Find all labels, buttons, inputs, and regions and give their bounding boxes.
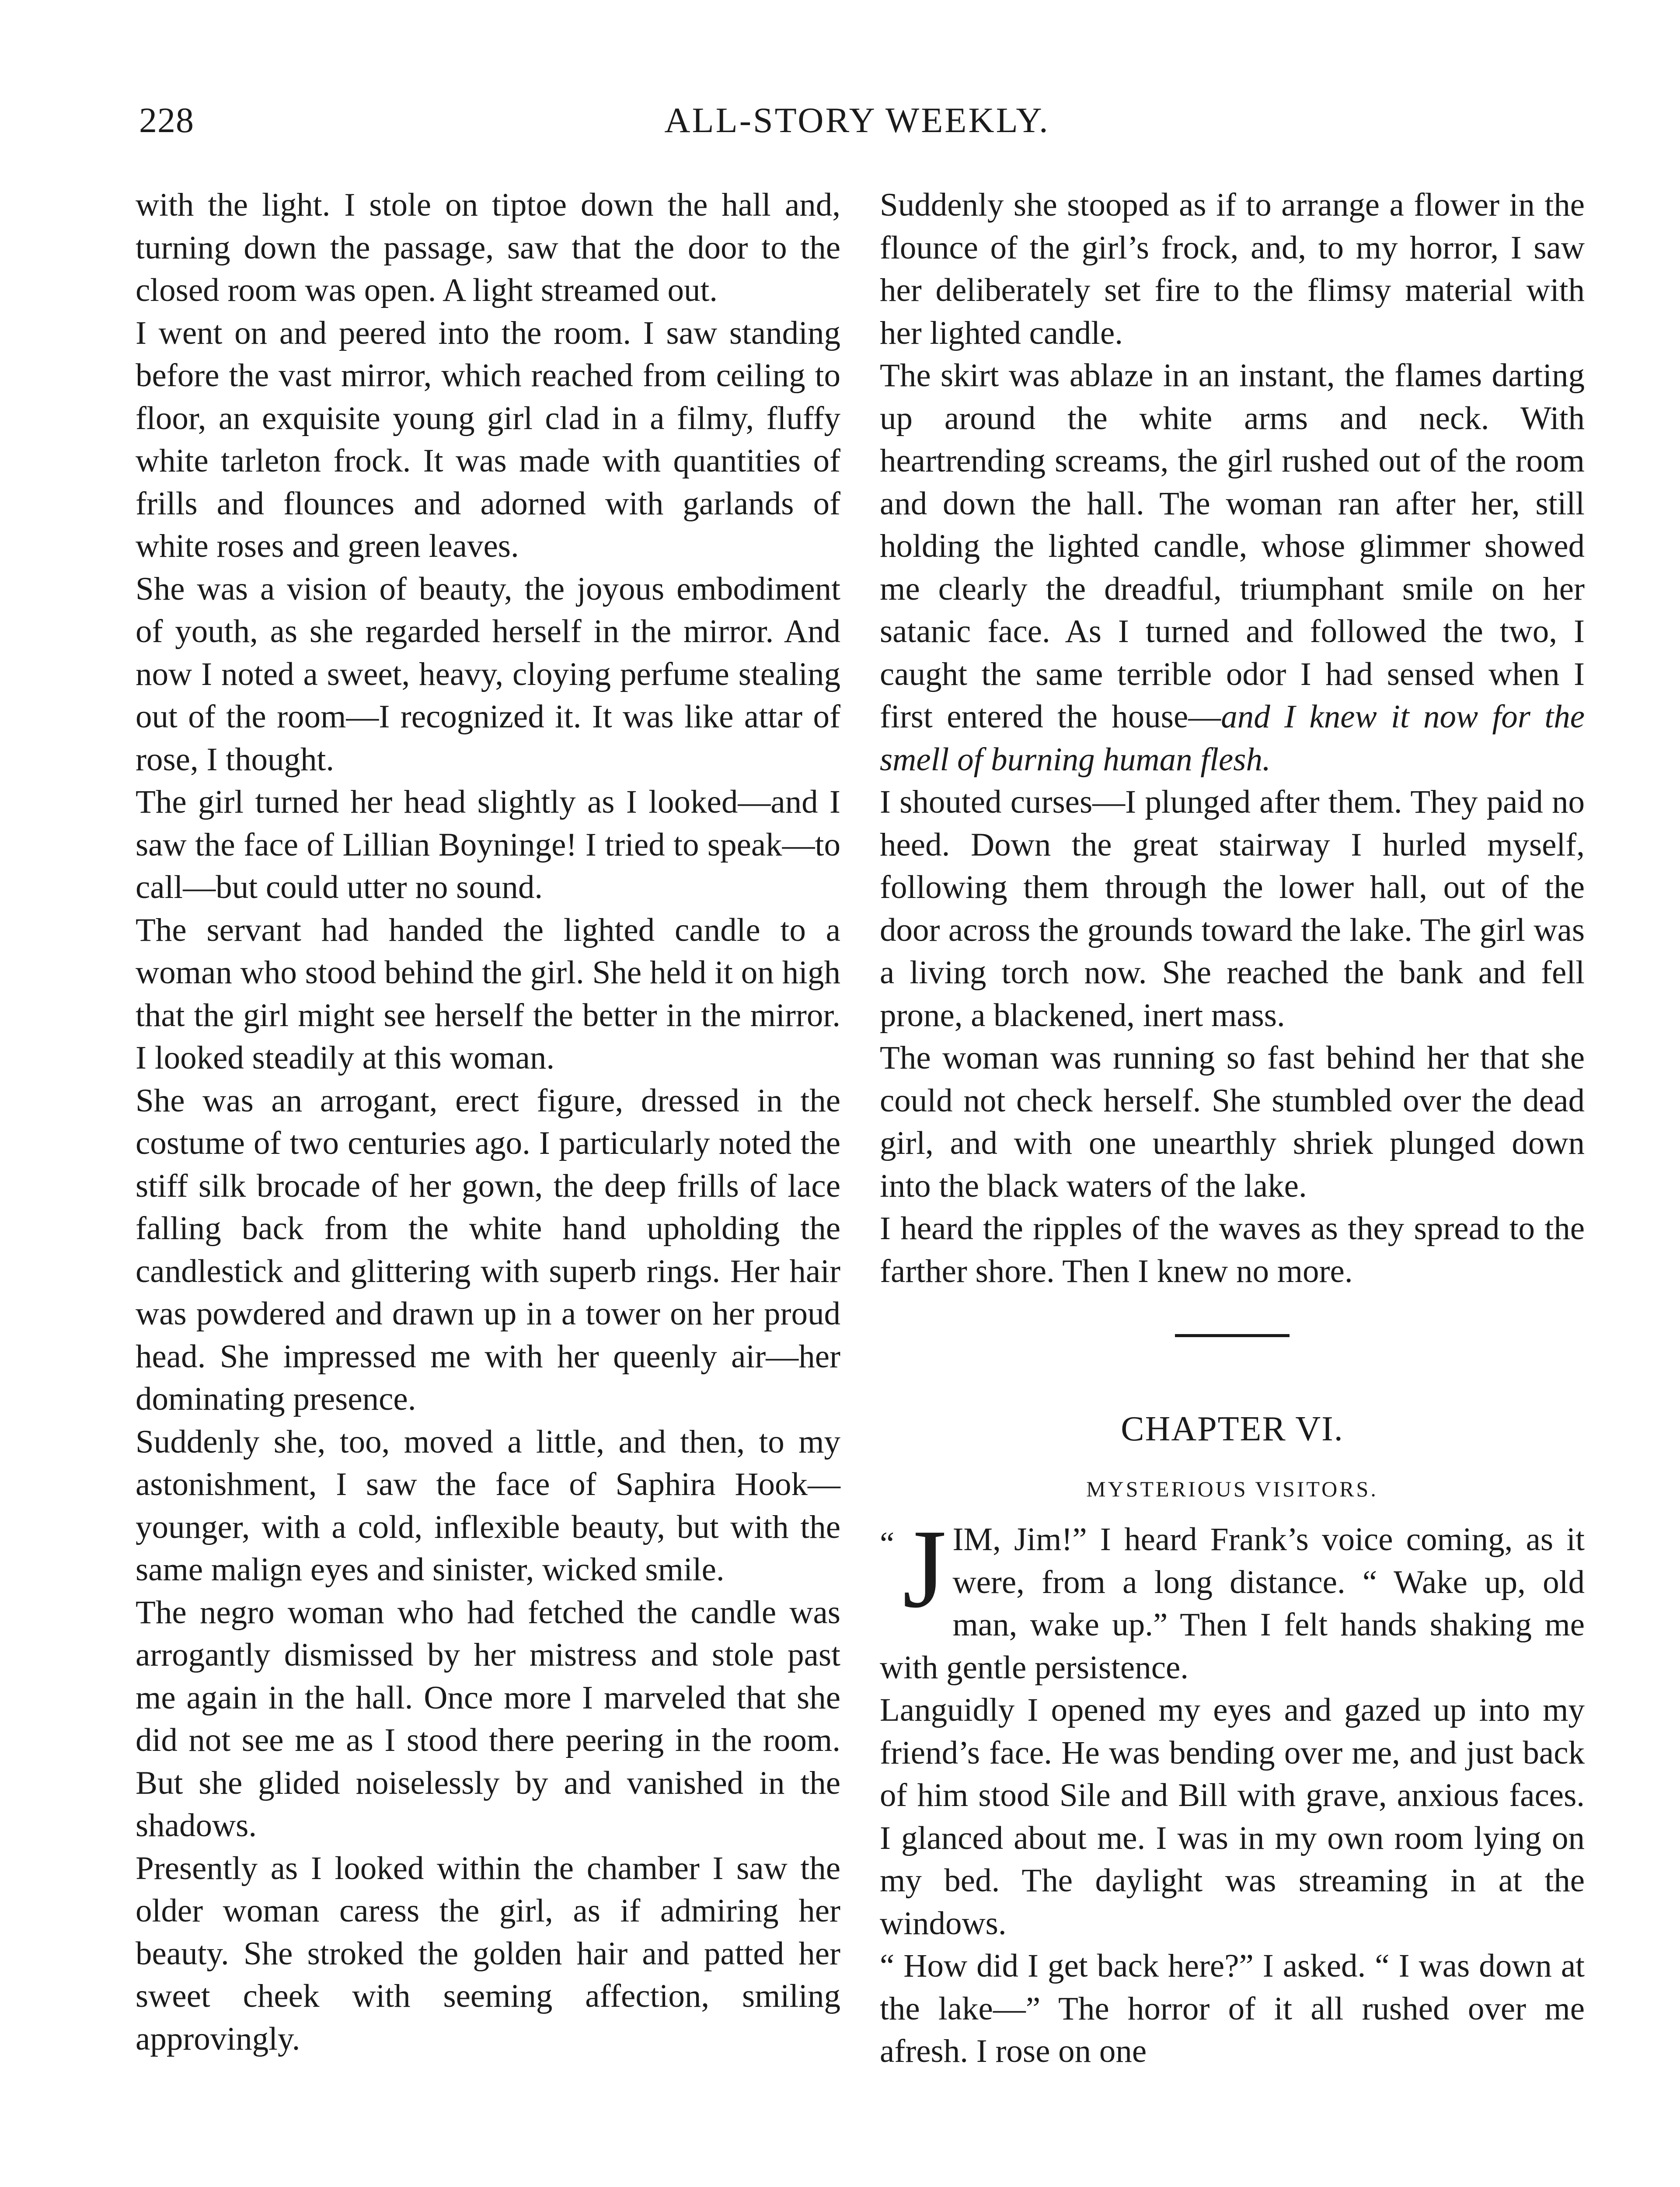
drop-cap-quote: “ bbox=[880, 1526, 903, 1562]
body-paragraph: She was a vision of beauty, the joyous embodiment of youth, as she regarded herself in the mirror. And now I noted a sweet, heavy, cloying perfume stealing out of the room—I recognized it. It was like attar of rose, I thought. bbox=[136, 570, 840, 778]
chapter-opening-paragraph bbox=[880, 1506, 1585, 1689]
body-paragraph: The servant had handed the lighted candle to a woman who stood behind the girl. She held it on high that the girl might see herself the better in the mirror. I looked steadily at this woman. bbox=[136, 912, 840, 1076]
body-paragraph: “ How did I get back here?” I asked. “ I was down at the lake—” The horror of it all rushed over me afresh. I rose on one bbox=[880, 1948, 1585, 2069]
running-title: ALL-STORY WEEKLY. bbox=[664, 100, 1050, 140]
body-paragraph: Suddenly she stooped as if to arrange a flower in the flounce of the girl’s frock, and, to my horror, I saw her deliberately set fire to the flimsy material with her lighted candle. bbox=[880, 187, 1585, 351]
left-column bbox=[136, 184, 840, 2060]
paragraph-text: The skirt was ablaze in an instant, the flames darting up around the white arms and neck. With heartrending screams, the girl rushed out of the room and down the hall. The woman ran after her, still holding the lighted candle, whose glimmer showed me clearly the dreadful, triumphant smile on her satanic face. As I turned and followed the two, I caught the same terrible odor I had sensed when I first entered the house— bbox=[880, 357, 1585, 735]
body-paragraph-with-italic-ending bbox=[880, 354, 1585, 781]
body-paragraph: The woman was running so fast behind her that she could not check herself. She stumbled over the dead girl, and with one unearthly shriek plunged down into the black waters of the lake. bbox=[880, 1040, 1585, 1204]
drop-cap-letter bbox=[880, 1506, 947, 1631]
body-paragraph: with the light. I stole on tiptoe down the hall and, turning down the passage, saw that the door to the closed room was open. A light streamed out. bbox=[136, 187, 840, 308]
page-header bbox=[131, 100, 1583, 152]
body-paragraph: Presently as I looked within the chamber I saw the older woman caress the girl, as if admiring her beauty. She stroked the golden hair and patted her sweet cheek with seeming affection, smiling approvingly. bbox=[136, 1850, 840, 2057]
page-number: 228 bbox=[139, 100, 194, 140]
body-paragraph: The negro woman who had fetched the candle was arrogantly dismissed by her mistress and stole past me again in the hall. Once more I marveled that she did not see me as I stood there peering in the room. But she glided noiselessly by and vanished in the shadows. bbox=[136, 1594, 840, 1844]
paragraph-text: IM, Jim!” I heard Frank’s voice coming, as it were, from a long distance. “ Wake up, old man, wake up.” Then I felt hands shaking me with gentle persistence. bbox=[880, 1521, 1585, 1686]
chapter-subtitle: MYSTERIOUS VISITORS. bbox=[1086, 1477, 1378, 1501]
body-paragraph: I shouted curses—I plunged after them. They paid no heed. Down the great stairway I hurled myself, following them through the lower hall, out of the door across the grounds toward the lake. The girl was a living torch now. She reached the bank and fell prone, a blackened, inert mass. bbox=[880, 784, 1585, 1034]
chapter-title: CHAPTER VI. bbox=[1121, 1410, 1344, 1448]
body-paragraph: The girl turned her head slightly as I looked—and I saw the face of Lillian Boyninge! I tried to speak—to call—but could utter no sound. bbox=[136, 784, 840, 905]
italic-phrase: and I knew it now for the smell of burning human flesh. bbox=[880, 699, 1585, 778]
body-paragraph: She was an arrogant, erect figure, dressed in the costume of two centuries ago. I particularly noted the stiff silk brocade of her gown, the deep frills of lace falling back from the white hand upholding the candlestick and glittering with superb rings. Her hair was powdered and drawn up in a tower on her proud head. She impressed me with her queenly air—her dominating presence. bbox=[136, 1082, 840, 1417]
body-paragraph: I heard the ripples of the waves as they spread to the farther shore. Then I knew no more. bbox=[880, 1210, 1585, 1289]
body-paragraph: I went on and peered into the room. I saw standing before the vast mirror, which reached from ceiling to floor, an exquisite young girl clad in a filmy, fluffy white tarleton frock. It was made with quantities of frills and flounces and adorned with garlands of white roses and green leaves. bbox=[136, 314, 840, 564]
right-column bbox=[880, 184, 1585, 2073]
body-paragraph: Languidly I opened my eyes and gazed up into my friend’s face. He was bending over me, and just back of him stood Sile and Bill with grave, anxious faces. I glanced about me. I was in my own room lying on my bed. The daylight was streaming in at the windows. bbox=[880, 1692, 1585, 1942]
body-paragraph: Suddenly she, too, moved a little, and then, to my astonishment, I saw the face of Saphira Hook—younger, with a cold, inflexible beauty, but with the same malign eyes and sinister, wicked smile. bbox=[136, 1423, 840, 1588]
section-divider bbox=[1175, 1334, 1290, 1337]
drop-cap-j: J bbox=[903, 1506, 947, 1631]
